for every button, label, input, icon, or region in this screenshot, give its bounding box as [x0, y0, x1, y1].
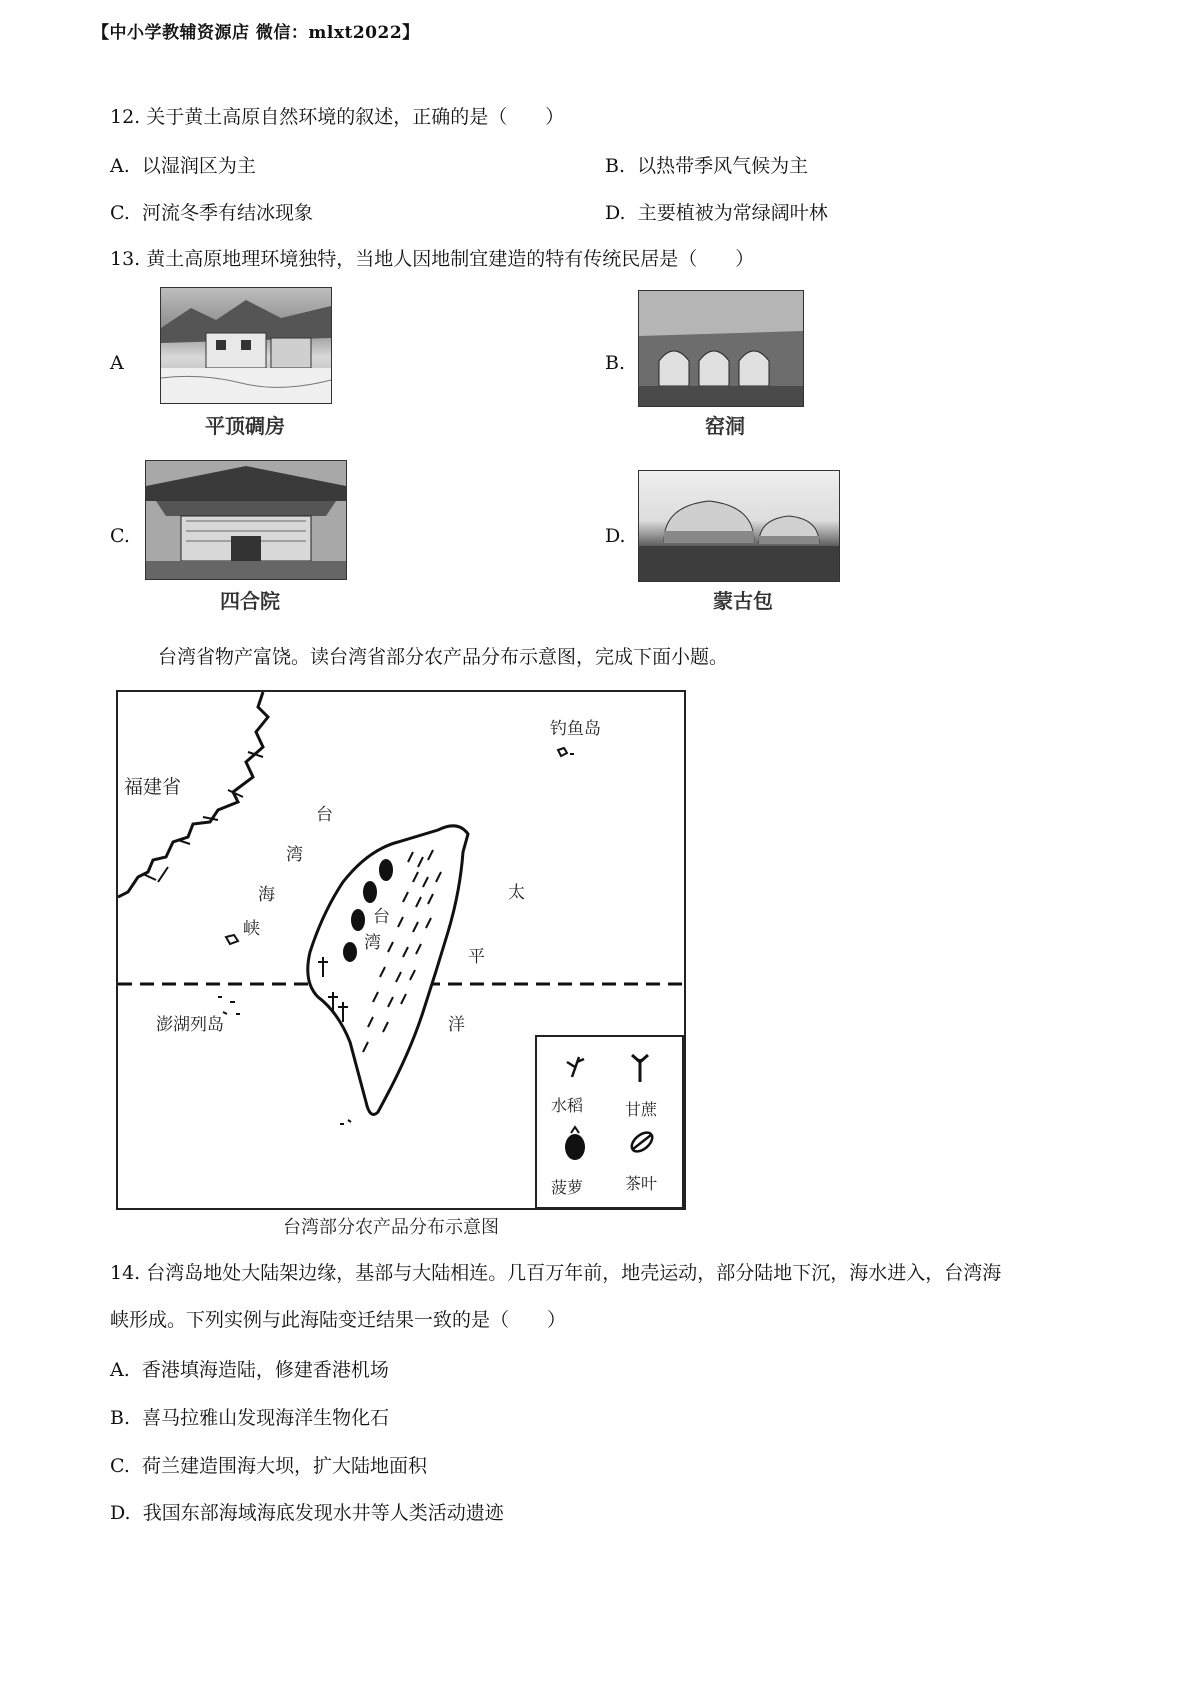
option-text: 喜马拉雅山发现海洋生物化石 [142, 1407, 390, 1429]
island-label-1: 台 [373, 907, 390, 927]
map-caption: 台湾部分农产品分布示意图 [283, 1217, 499, 1238]
q12-option-d[interactable] [605, 198, 828, 225]
tea-icon [628, 1129, 655, 1155]
yurt-drawing [639, 471, 839, 581]
option-label: B. [605, 155, 626, 177]
cave-dwelling-photo [638, 290, 804, 407]
q13-option-c-label[interactable]: C. [110, 525, 130, 547]
q12-option-c[interactable] [110, 198, 313, 225]
option-text: 主要植被为常绿阔叶林 [637, 202, 828, 224]
fujian-label: 福建省 [124, 776, 182, 798]
courtyard-house-drawing [146, 461, 346, 579]
map-legend [535, 1035, 684, 1209]
legend-pineapple-label: 菠萝 [551, 1178, 584, 1197]
ocean-label-2: 平 [468, 947, 485, 967]
legend-sugarcane-label: 甘蔗 [625, 1100, 658, 1119]
option-text: 以热带季风气候为主 [637, 155, 809, 177]
yurt-caption: 蒙古包 [713, 589, 773, 613]
option-label: A. [110, 155, 130, 177]
strait-label-2: 湾 [286, 845, 303, 865]
courtyard-house-caption: 四合院 [220, 589, 280, 613]
q14-option-b[interactable] [110, 1403, 389, 1430]
q12-option-a[interactable] [110, 151, 256, 178]
option-text: 荷兰建造围海大坝，扩大陆地面积 [142, 1455, 428, 1477]
question-13-stem: 13. 黄土高原地理环境独特，当地人因地制宜建造的特有传统民居是（ ） [110, 248, 755, 270]
option-label: A. [110, 1359, 130, 1381]
q12-option-b[interactable] [605, 151, 808, 178]
strait-label-4: 峡 [243, 919, 260, 939]
strait-label-1: 台 [316, 805, 333, 825]
ocean-label-3: 洋 [448, 1015, 465, 1035]
courtyard-house-photo [145, 460, 347, 580]
watermark-text: 【中小学教辅资源店 微信：mlxt2022】 [92, 23, 420, 43]
q13-option-a-label[interactable]: A [110, 352, 124, 374]
cave-dwelling-drawing [639, 291, 803, 406]
option-text: 河流冬季有结冰现象 [142, 202, 314, 224]
option-text: 香港填海造陆，修建香港机场 [141, 1359, 389, 1381]
flat-roof-house-drawing [161, 288, 331, 403]
diaoyu-label: 钓鱼岛 [550, 719, 601, 739]
pineapple-icon [566, 1127, 584, 1159]
cave-dwelling-caption: 窑洞 [705, 414, 745, 438]
question-14-stem-line1: 14. 台湾岛地处大陆架边缘，基部与大陆相连。几百万年前，地壳运动，部分陆地下沉，海水进入，台湾海 [110, 1262, 1002, 1284]
sugarcane-icon [632, 1055, 648, 1082]
flat-roof-house-caption: 平顶碉房 [205, 414, 285, 438]
legend-tea-label: 茶叶 [625, 1174, 658, 1193]
q13-option-d-label[interactable]: D. [605, 525, 626, 547]
ocean-label-1: 太 [508, 883, 525, 903]
flat-roof-house-photo [160, 287, 332, 404]
legend-rice-label: 水稻 [551, 1096, 584, 1115]
option-label: B. [110, 1407, 131, 1429]
q14-option-d[interactable] [110, 1498, 504, 1525]
q14-option-c[interactable] [110, 1451, 427, 1478]
option-text: 以湿润区为主 [141, 155, 256, 177]
option-label: D. [605, 202, 626, 224]
option-label: C. [110, 1455, 130, 1477]
island-label-2: 湾 [364, 933, 381, 953]
option-text: 我国东部海域海底发现水井等人类活动遗迹 [142, 1502, 504, 1524]
map-intro-text: 台湾省物产富饶。读台湾省部分农产品分布示意图，完成下面小题。 [158, 646, 729, 668]
question-14-stem-line2: 峡形成。下列实例与此海陆变迁结果一致的是（ ） [110, 1309, 567, 1331]
rice-icon [567, 1057, 584, 1077]
question-12-stem: 12. 关于黄土高原自然环境的叙述，正确的是（ ） [110, 106, 565, 128]
yurt-photo [638, 470, 840, 582]
option-label: C. [110, 202, 130, 224]
q14-option-a[interactable] [110, 1355, 389, 1382]
option-label: D. [110, 1502, 131, 1524]
q13-option-b-label[interactable]: B. [605, 352, 626, 374]
penghu-label: 澎湖列岛 [156, 1015, 224, 1035]
strait-label-3: 海 [258, 885, 275, 905]
taiwan-agriculture-map [116, 690, 686, 1210]
